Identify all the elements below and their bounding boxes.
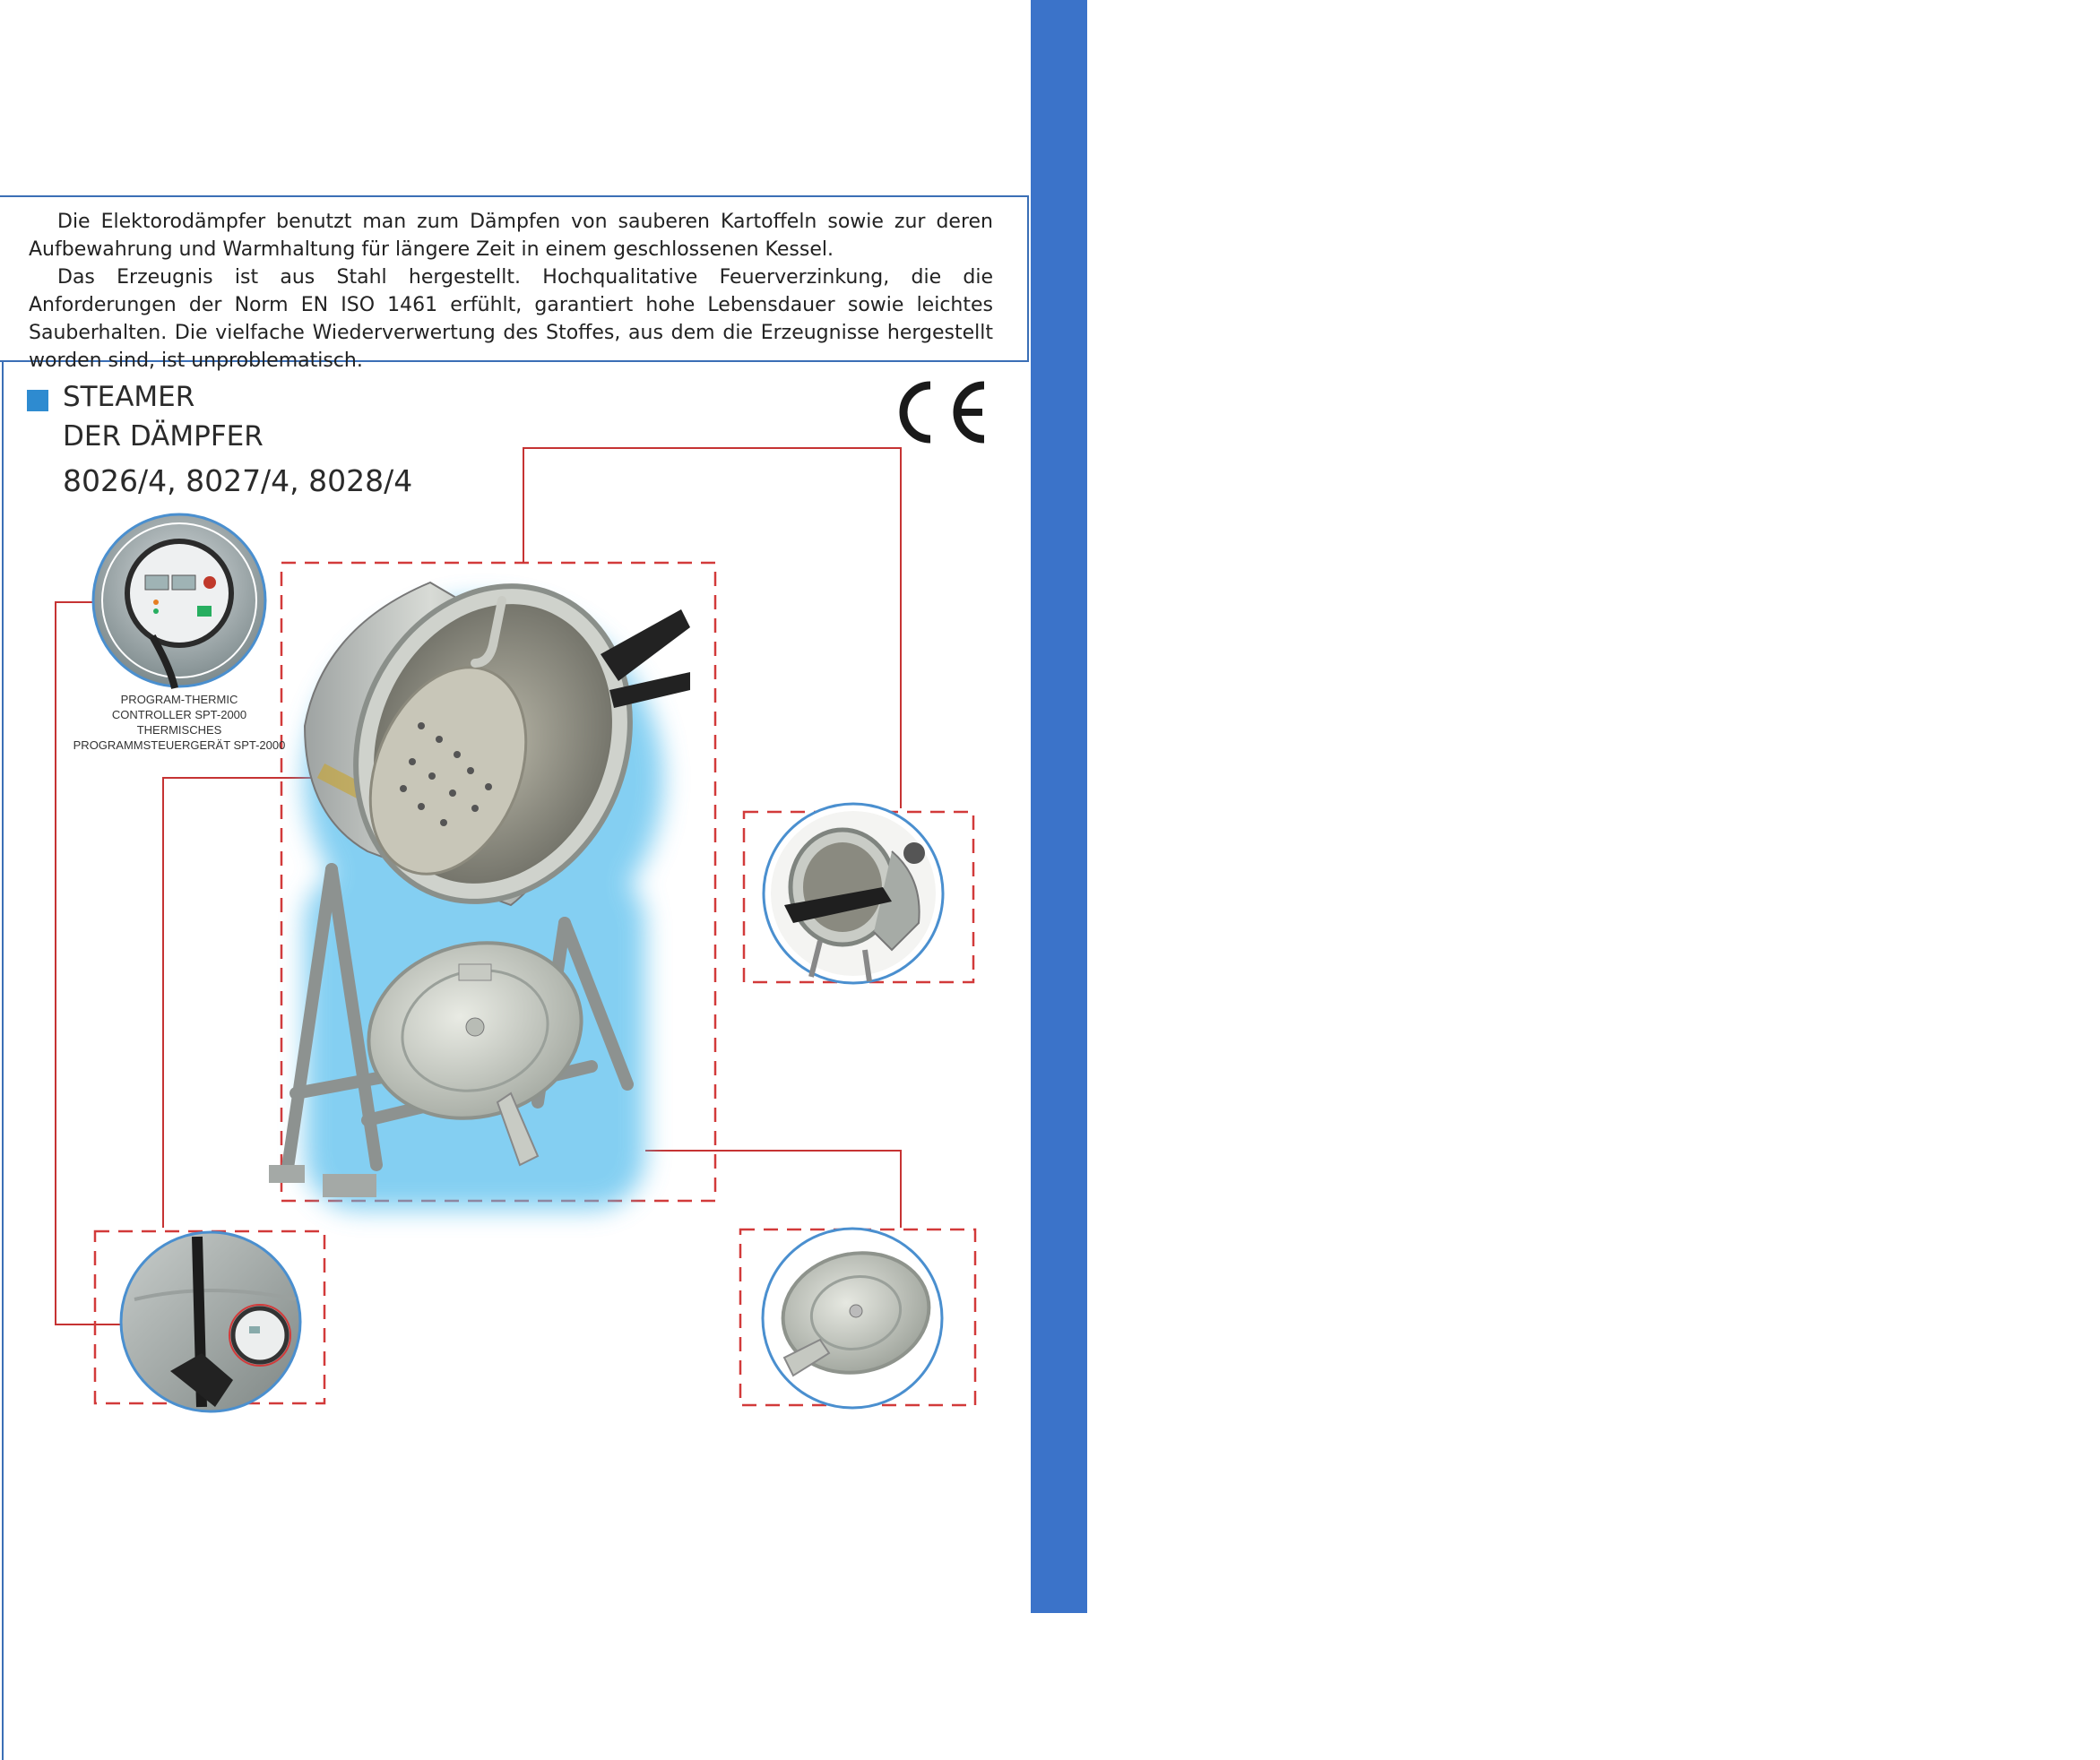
controller-photo: [90, 511, 269, 690]
steamer-main-photo: [269, 547, 735, 1246]
description-paragraph-1: Die Elektorodämpfer benutzt man zum Dämpfen von sauberen Kartoffeln sowie zur deren Aufbewahrung und Warmhaltung für längere Zeit in einem geschlossenen Kessel.: [29, 211, 993, 261]
caption-de-line-2: PROGRAMMSTEUERGERÄT SPT-2000: [73, 738, 286, 752]
description-paragraph-2: Das Erzeugnis ist aus Stahl hergestellt. Hochqualitative Feuerverzinkung, die die Anforderungen der Norm EN ISO 1461 erfühlt, garantiert hohe Lebensdauer sowie leichtes Sauberhalten. Die vielfache Wiederverwertung des Stoffes, aus dem die Erzeugnisse hergestellt worden sind, ist unproblematisch.: [29, 266, 993, 372]
caption-en-line-2: CONTROLLER SPT-2000: [111, 708, 247, 721]
side-banner: [1031, 0, 2099, 1613]
lid-detail-photo: [757, 1223, 947, 1413]
caption-de-line-1: THERMISCHES: [136, 723, 222, 737]
controller-caption: [63, 692, 296, 753]
side-banner-text: HBL - Uwe Schlomach - 14913 Niederer Fläming - Reinsdorf - Gärtnereiweg 3 • Tel.: 0157-39235205 - HBL-Handel.de info@HBL-Handel.de: [2078, 160, 2099, 1453]
drum-detail-photo: [757, 798, 949, 989]
caption-en-line-1: PROGRAM-THERMIC: [120, 693, 238, 706]
controller-mounted-photo: [117, 1228, 305, 1416]
title-models: 8026/4, 8027/4, 8028/4: [63, 463, 413, 498]
title-line-2: DER DÄMPFER: [63, 420, 264, 453]
title-line-1: STEAMER: [63, 381, 195, 413]
